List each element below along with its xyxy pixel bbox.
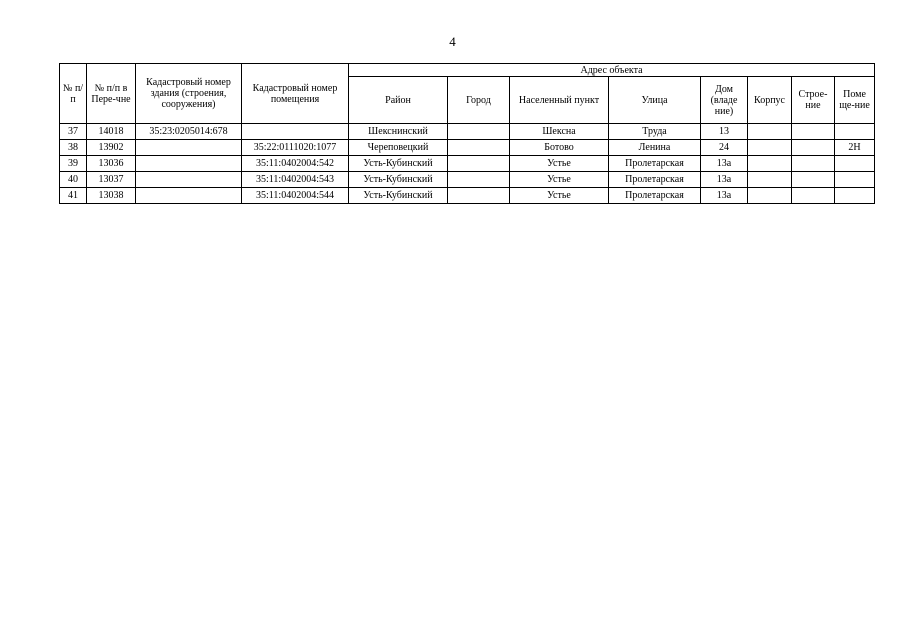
header-building: Строе-ние [792, 77, 835, 124]
header-korpus: Корпус [748, 77, 792, 124]
cell-premises-cadastral: 35:11:0402004:542 [242, 156, 349, 172]
cell-building-cadastral [136, 156, 242, 172]
cell-building [792, 188, 835, 204]
cell-city [448, 172, 510, 188]
header-district: Район [349, 77, 448, 124]
cell-korpus [748, 140, 792, 156]
page-number: 4 [449, 34, 456, 49]
cell-building [792, 172, 835, 188]
cell-room [835, 172, 875, 188]
cell-premises-cadastral: 35:11:0402004:543 [242, 172, 349, 188]
cell-street: Пролетарская [609, 156, 701, 172]
property-register-table [59, 63, 875, 204]
cell-korpus [748, 156, 792, 172]
table-row [60, 156, 875, 172]
header-building-cadastral: Кадастровый номер здания (строения, сооружения) [136, 64, 242, 124]
cell-building [792, 140, 835, 156]
cell-house: 13а [701, 188, 748, 204]
table-header [60, 64, 875, 124]
cell-building [792, 124, 835, 140]
table-row [60, 172, 875, 188]
cell-num: 41 [60, 188, 87, 204]
cell-street: Труда [609, 124, 701, 140]
cell-list-num: 13902 [87, 140, 136, 156]
cell-building-cadastral: 35:23:0205014:678 [136, 124, 242, 140]
header-house: Дом (владе ние) [701, 77, 748, 124]
cell-list-num: 13036 [87, 156, 136, 172]
cell-district: Усть-Кубинский [349, 172, 448, 188]
cell-korpus [748, 188, 792, 204]
cell-num: 37 [60, 124, 87, 140]
cell-district: Череповецкий [349, 140, 448, 156]
cell-settlement: Устье [510, 156, 609, 172]
cell-street: Пролетарская [609, 188, 701, 204]
cell-premises-cadastral: 35:22:0111020:1077 [242, 140, 349, 156]
cell-building-cadastral [136, 188, 242, 204]
cell-room [835, 124, 875, 140]
table-body [60, 124, 875, 204]
cell-num: 39 [60, 156, 87, 172]
header-row-top [60, 64, 875, 77]
header-city: Город [448, 77, 510, 124]
cell-house: 13 [701, 124, 748, 140]
cell-building-cadastral [136, 140, 242, 156]
cell-district: Шекснинский [349, 124, 448, 140]
cell-building [792, 156, 835, 172]
cell-settlement: Шексна [510, 124, 609, 140]
table-row [60, 140, 875, 156]
table-row [60, 188, 875, 204]
header-premises-cadastral: Кадастровый номер помещения [242, 64, 349, 124]
cell-settlement: Устье [510, 172, 609, 188]
header-street: Улица [609, 77, 701, 124]
cell-premises-cadastral [242, 124, 349, 140]
header-address-group: Адрес объекта [349, 64, 875, 77]
header-room: Поме ще-ние [835, 77, 875, 124]
cell-room [835, 156, 875, 172]
cell-list-num: 14018 [87, 124, 136, 140]
cell-korpus [748, 172, 792, 188]
cell-district: Усть-Кубинский [349, 188, 448, 204]
cell-list-num: 13038 [87, 188, 136, 204]
cell-city [448, 188, 510, 204]
cell-num: 40 [60, 172, 87, 188]
cell-house: 24 [701, 140, 748, 156]
cell-settlement: Ботово [510, 140, 609, 156]
cell-premises-cadastral: 35:11:0402004:544 [242, 188, 349, 204]
cell-room: 2Н [835, 140, 875, 156]
cell-building-cadastral [136, 172, 242, 188]
cell-street: Пролетарская [609, 172, 701, 188]
header-num: № п/п [60, 64, 87, 124]
cell-list-num: 13037 [87, 172, 136, 188]
cell-city [448, 156, 510, 172]
header-list-num: № п/п в Пере-чне [87, 64, 136, 124]
cell-house: 13а [701, 172, 748, 188]
cell-room [835, 188, 875, 204]
header-settlement: Населенный пункт [510, 77, 609, 124]
cell-district: Усть-Кубинский [349, 156, 448, 172]
table-row [60, 124, 875, 140]
cell-street: Ленина [609, 140, 701, 156]
cell-num: 38 [60, 140, 87, 156]
cell-city [448, 124, 510, 140]
cell-korpus [748, 124, 792, 140]
cell-house: 13а [701, 156, 748, 172]
cell-settlement: Устье [510, 188, 609, 204]
cell-city [448, 140, 510, 156]
